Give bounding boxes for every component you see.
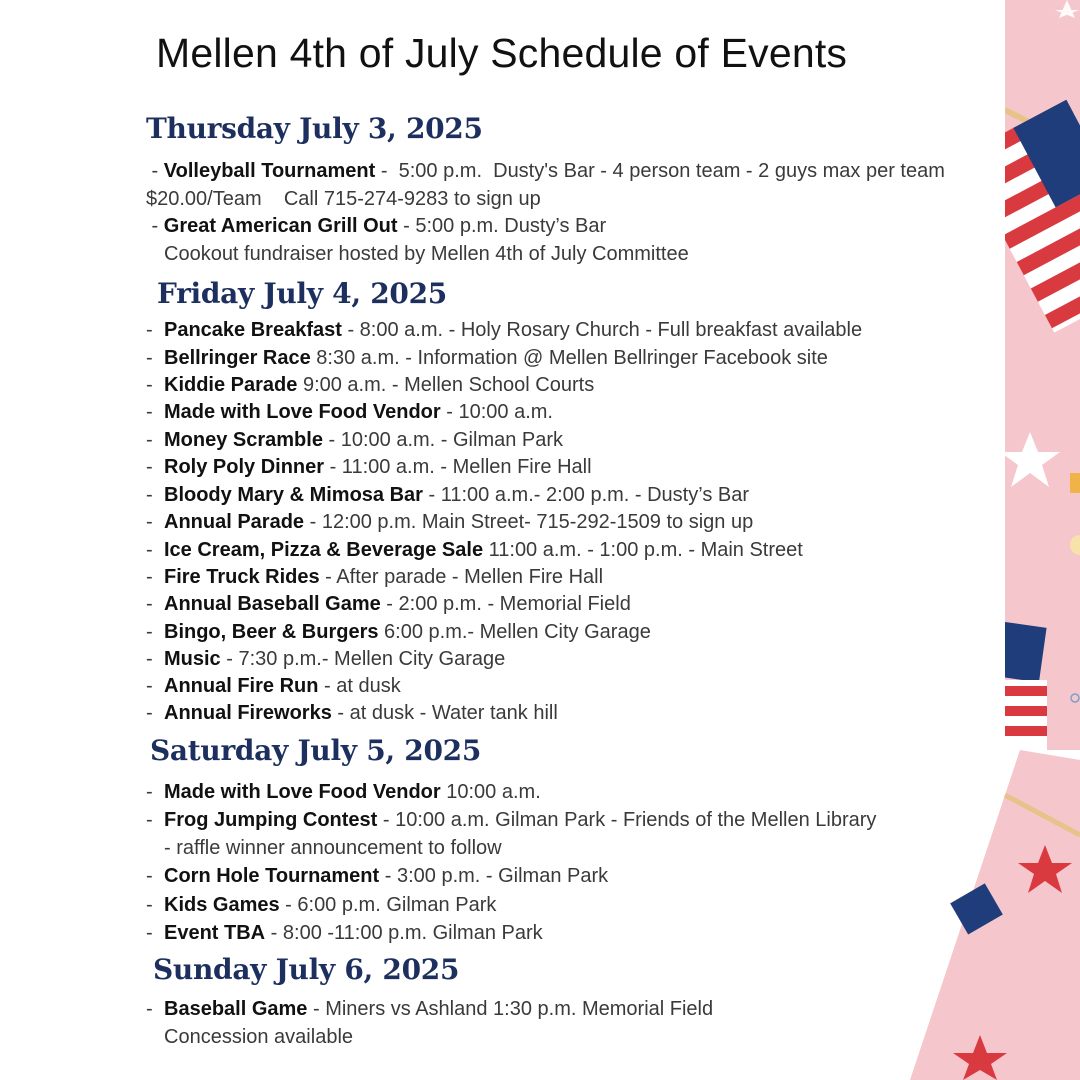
event-name: Pancake Breakfast xyxy=(164,319,342,341)
day-heading-sunday: Sunday July 6, 2025 xyxy=(153,953,460,986)
event-line: - Pancake Breakfast - 8:00 a.m. - Holy Rosary Church - Full breakfast available xyxy=(146,319,863,341)
event-name: Bellringer Race xyxy=(164,347,311,369)
flag-decoration-image xyxy=(1005,0,1080,750)
day-heading-saturday: Saturday July 5, 2025 xyxy=(150,734,482,767)
event-line: - Roly Poly Dinner - 11:00 a.m. - Mellen Fire Hall xyxy=(146,456,592,478)
event-name: Great American Grill Out xyxy=(163,215,398,237)
day-heading-thursday: Thursday July 3, 2025 xyxy=(146,112,483,145)
event-name: Bingo, Beer & Burgers xyxy=(164,621,379,643)
event-name: Bloody Mary & Mimosa Bar xyxy=(164,484,423,506)
event-line: - Event TBA - 8:00 -11:00 p.m. Gilman Park xyxy=(146,922,543,944)
event-name: Annual Baseball Game xyxy=(164,593,381,615)
event-name: Annual Fireworks xyxy=(164,702,332,724)
event-line: - Bingo, Beer & Burgers 6:00 p.m.- Mellen City Garage xyxy=(146,621,651,643)
event-name: Volleyball Tournament xyxy=(163,160,376,182)
event-name: Kiddie Parade xyxy=(164,374,298,396)
event-line: Cookout fundraiser hosted by Mellen 4th of July Committee xyxy=(164,243,689,265)
event-name: Annual Parade xyxy=(164,511,305,533)
event-line: - Volleyball Tournament - 5:00 p.m. Dusty's Bar - 4 person team - 2 guys max per team xyxy=(146,160,945,182)
event-line: - Made with Love Food Vendor 10:00 a.m. xyxy=(146,781,541,803)
event-line: - Bloody Mary & Mimosa Bar - 11:00 a.m.- 2:00 p.m. - Dusty’s Bar xyxy=(146,484,749,506)
flag-decoration-image xyxy=(910,750,1080,1080)
event-line: - Music - 7:30 p.m.- Mellen City Garage xyxy=(146,648,506,670)
event-name: Frog Jumping Contest xyxy=(164,809,378,831)
event-name: Corn Hole Tournament xyxy=(164,865,380,887)
event-name: Event TBA xyxy=(164,922,266,944)
event-name: Baseball Game xyxy=(164,998,308,1020)
event-line: - Annual Fireworks - at dusk - Water tank hill xyxy=(146,702,558,724)
event-line: - Annual Fire Run - at dusk xyxy=(146,675,401,697)
event-line: - Kids Games - 6:00 p.m. Gilman Park xyxy=(146,894,497,916)
event-line: - Great American Grill Out - 5:00 p.m. Dusty’s Bar xyxy=(146,215,607,237)
event-line: - Ice Cream, Pizza & Beverage Sale 11:00 a.m. - 1:00 p.m. - Main Street xyxy=(146,539,803,561)
event-line: - Annual Baseball Game - 2:00 p.m. - Memorial Field xyxy=(146,593,631,615)
event-line: - Fire Truck Rides - After parade - Mellen Fire Hall xyxy=(146,566,604,588)
event-name: Ice Cream, Pizza & Beverage Sale xyxy=(164,539,484,561)
event-name: Kids Games xyxy=(164,894,280,916)
page-title: Mellen 4th of July Schedule of Events xyxy=(156,30,848,76)
event-name: Made with Love Food Vendor xyxy=(164,781,441,803)
decorative-flag-panel-top xyxy=(1005,0,1080,750)
event-line: - Corn Hole Tournament - 3:00 p.m. - Gilman Park xyxy=(146,865,609,887)
event-line: $20.00/Team Call 715-274-9283 to sign up xyxy=(146,188,541,210)
decorative-flag-panel-bottom xyxy=(910,750,1080,1080)
event-line: - Bellringer Race 8:30 a.m. - Information @ Mellen Bellringer Facebook site xyxy=(146,347,828,369)
confetti-icon xyxy=(1070,473,1080,493)
event-name: Annual Fire Run xyxy=(164,675,319,697)
day-heading-friday: Friday July 4, 2025 xyxy=(157,277,447,310)
event-line: - Frog Jumping Contest - 10:00 a.m. Gilman Park - Friends of the Mellen Library xyxy=(146,809,877,831)
american-flag-icon xyxy=(1005,622,1047,750)
event-line: - Annual Parade - 12:00 p.m. Main Street- 715-292-1509 to sign up xyxy=(146,511,754,533)
event-name: Music xyxy=(164,648,221,670)
event-line: - Money Scramble - 10:00 a.m. - Gilman Park xyxy=(146,429,564,451)
event-line: - Baseball Game - Miners vs Ashland 1:30 p.m. Memorial Field xyxy=(146,998,714,1020)
event-name: Fire Truck Rides xyxy=(164,566,320,588)
event-name: Money Scramble xyxy=(164,429,323,451)
event-line: - Made with Love Food Vendor - 10:00 a.m. xyxy=(146,401,553,423)
event-line: Concession available xyxy=(164,1026,354,1048)
event-line: - raffle winner announcement to follow xyxy=(164,837,502,859)
event-name: Roly Poly Dinner xyxy=(164,456,325,478)
event-line: - Kiddie Parade 9:00 a.m. - Mellen School Courts xyxy=(146,374,595,396)
event-name: Made with Love Food Vendor xyxy=(164,401,441,423)
